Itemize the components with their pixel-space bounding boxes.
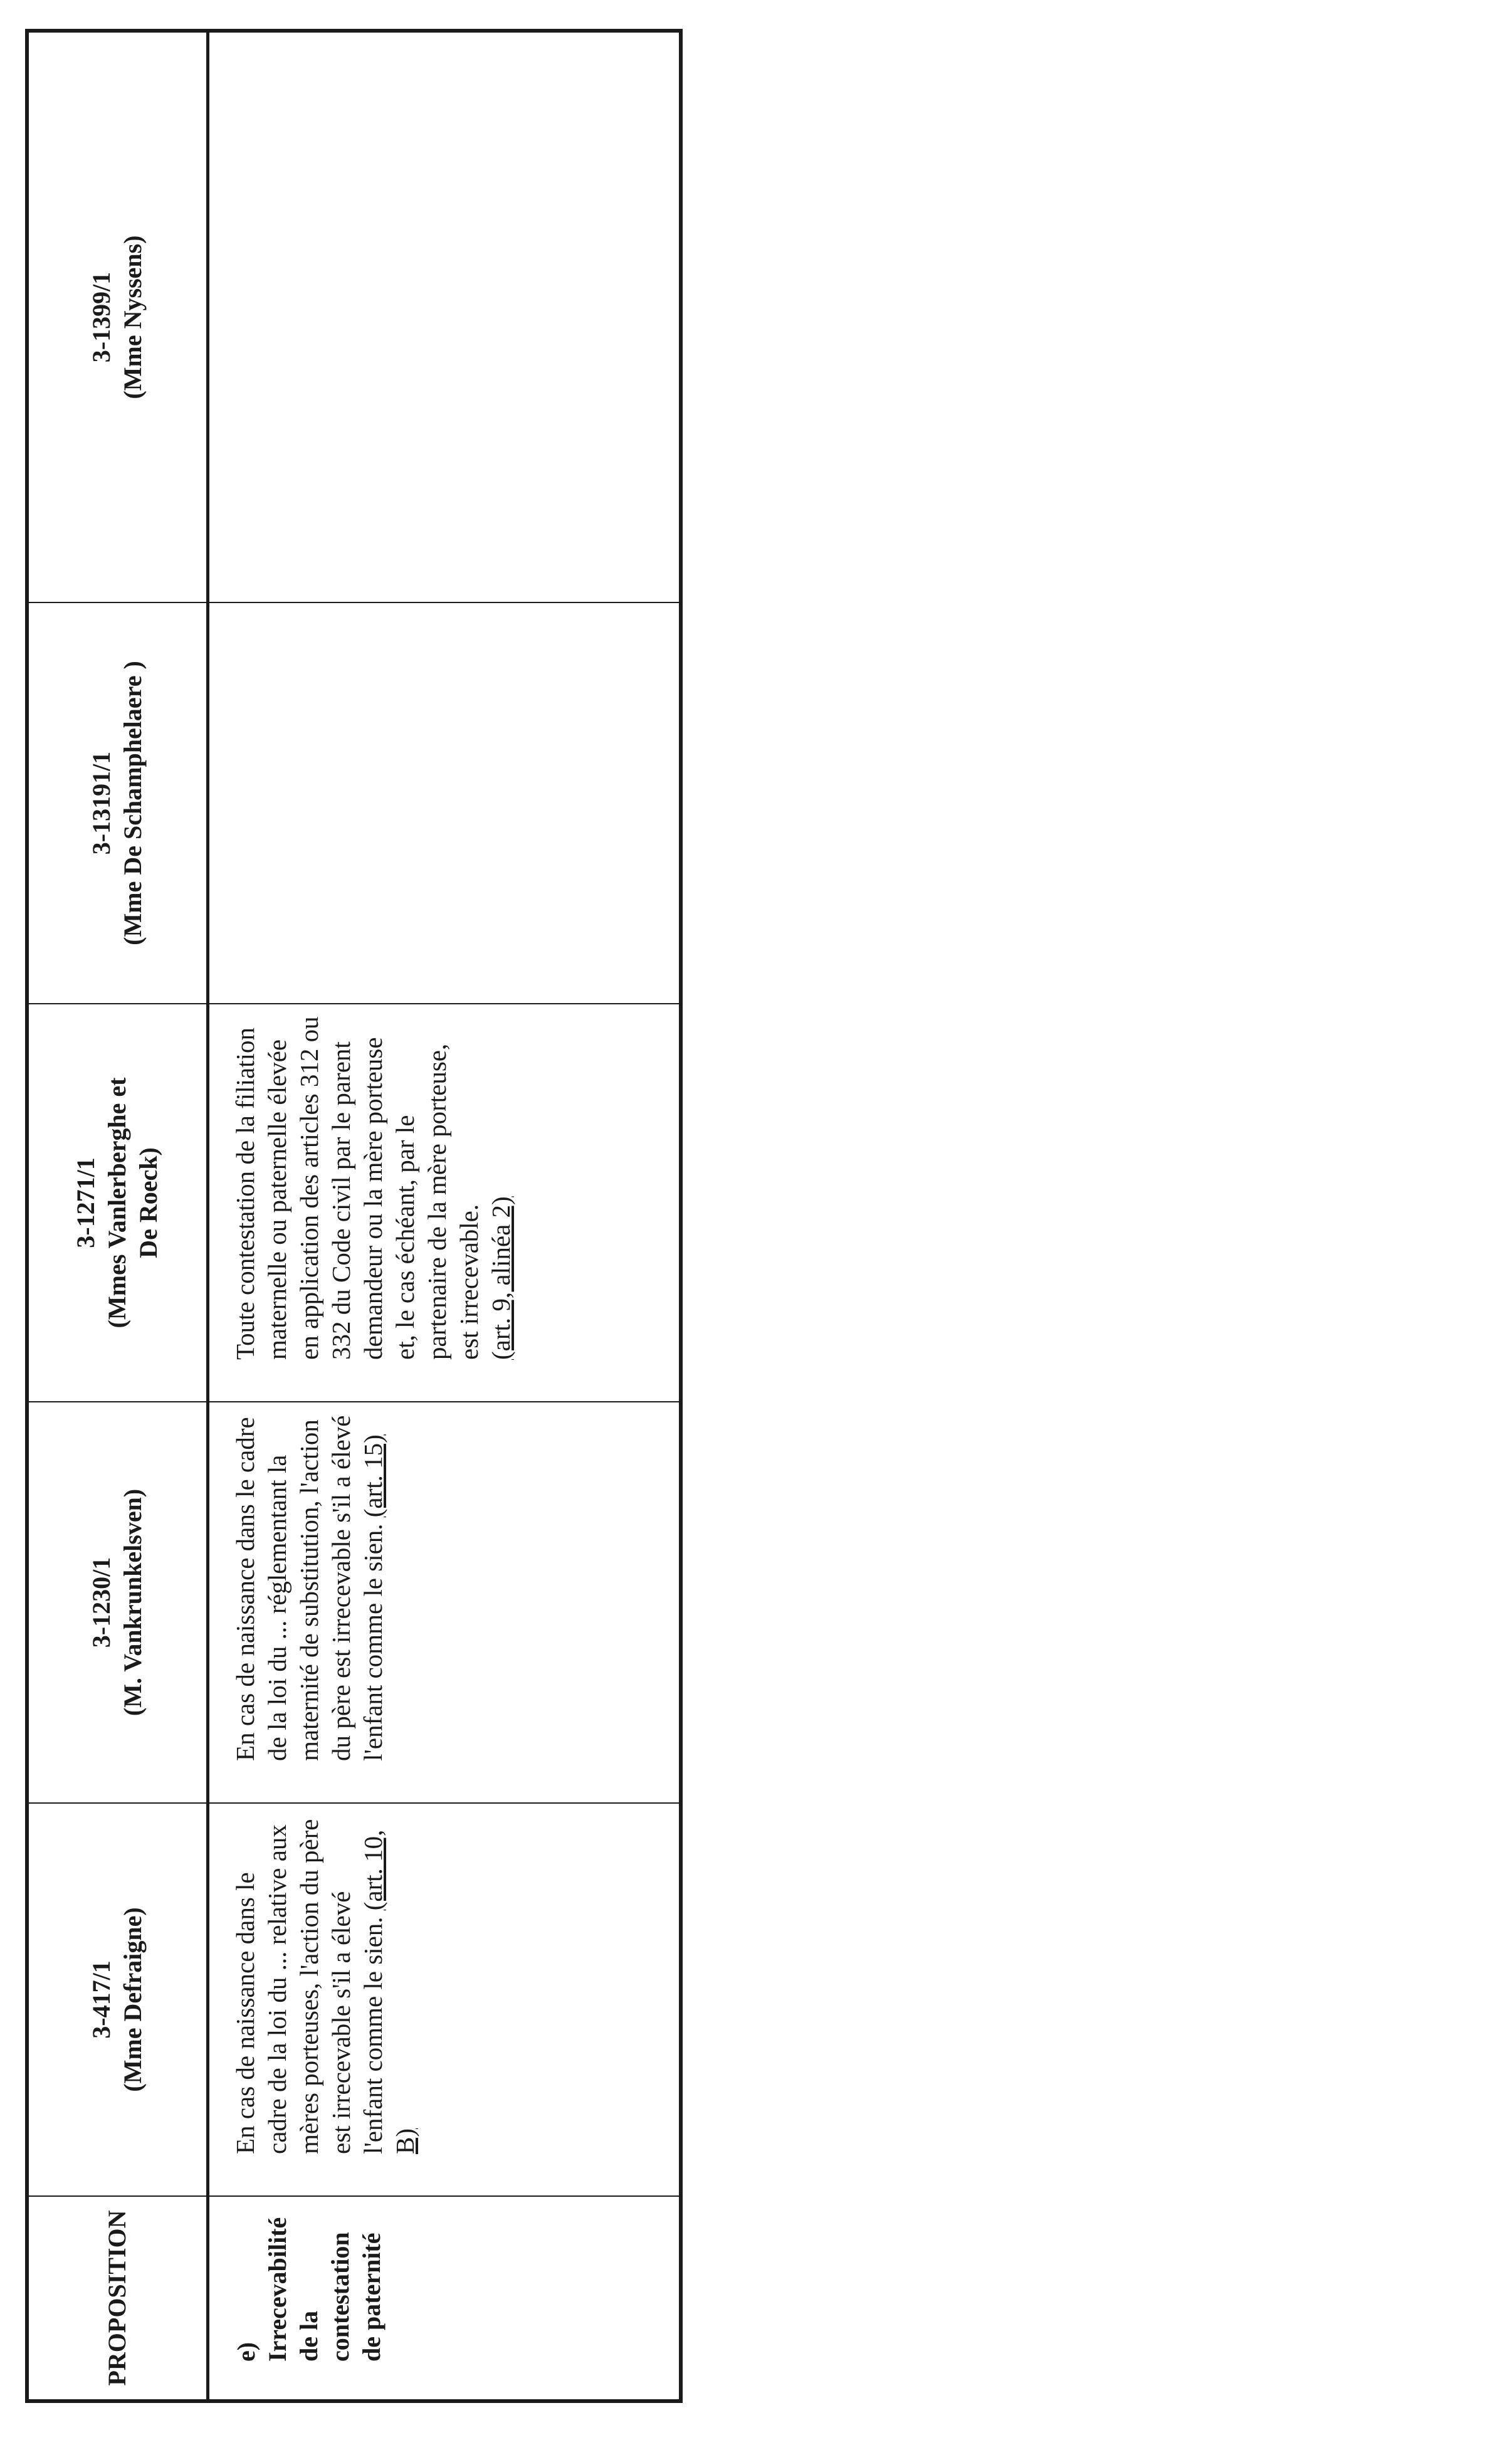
header-col-5-author: (Mme Nyssens) (118, 235, 147, 399)
row-subject-text: e) Irrecevabilité de la contestation de paternité (231, 2217, 386, 2362)
header-col-2-doc: 3-1230/1 (87, 1557, 116, 1648)
cell-col-1-article-ref: (art. 10, B) (358, 1829, 419, 2154)
comparison-table (25, 29, 683, 2403)
cell-col-1-text: En cas de naissance dans le cadre de la loi du ... relative aux mères porteuses, l'action du père est irrecevable s'il a élevé l'enfant comme le sien. (230, 1819, 387, 2154)
header-col-2 (27, 1402, 207, 1803)
header-col-2-author: (M. Vankrunkelsven) (118, 1488, 147, 1717)
header-col-3-doc: 3-1271/1 (71, 1157, 100, 1248)
header-col-1-doc: 3-417/1 (87, 1960, 116, 2039)
header-col-1 (27, 1803, 207, 2196)
header-col-1-author: (Mme Defraigne) (118, 1907, 147, 2092)
header-row (27, 31, 207, 2401)
header-col-4-doc: 3-13191/1 (87, 751, 116, 855)
header-proposition (27, 2196, 207, 2401)
header-col-3 (27, 1004, 207, 1402)
header-col-3-author-line-1: (Mmes Vanlerberghe et (103, 1077, 132, 1328)
header-col-5 (27, 31, 207, 602)
header-col-4 (27, 602, 207, 1004)
header-col-5-doc: 3-1399/1 (87, 271, 116, 363)
header-col-4-author: (Mme De Schamphelaere ) (118, 661, 147, 945)
cell-col-4-empty (207, 602, 681, 1004)
table-row (207, 31, 681, 2401)
cell-col-3 (207, 1004, 681, 1402)
cell-col-1 (207, 1803, 681, 2196)
cell-col-5-empty (207, 31, 681, 602)
cell-col-2-text: En cas de naissance dans le cadre de la loi du ... réglementant la maternité de substitution, l'action du père est irrecevable s'il a élevé l'enfant comme le sien. (230, 1415, 387, 1761)
cell-col-3-article-ref: (art. 9, alinéa 2) (486, 1196, 515, 1360)
cell-col-3-text: Toute contestation de la filiation maternelle ou paternelle élevée en application des articles 312 ou 332 du Code civil par le parent demandeur ou la mère porteuse et, le cas échéant, par le partenaire de la mère porteuse, est irrecevable. (230, 1016, 483, 1360)
row-subject (207, 2196, 681, 2401)
header-col-3-author-line-2: De Roeck) (134, 1147, 163, 1258)
rotated-page (25, 33, 679, 2403)
header-proposition-label: PROPOSITION (103, 2210, 132, 2386)
cell-col-2 (207, 1402, 681, 1803)
cell-col-2-article-ref: (art. 15) (358, 1434, 387, 1518)
